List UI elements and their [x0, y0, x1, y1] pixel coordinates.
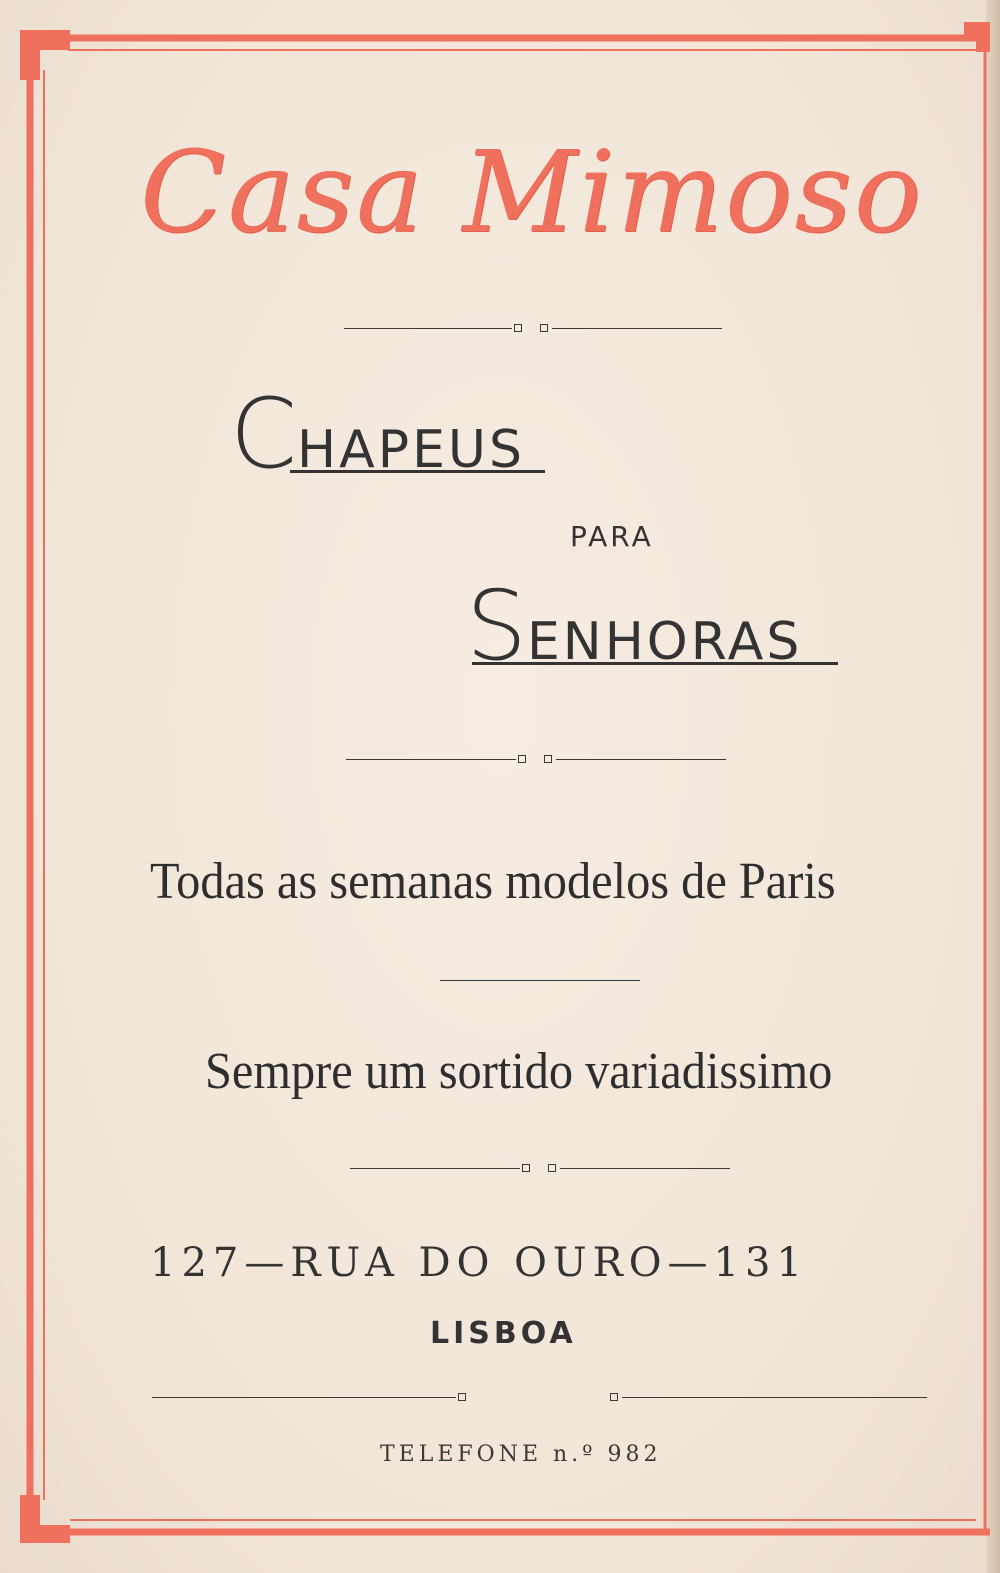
shop-title: Casa Mimoso — [140, 128, 924, 258]
audience-word: ENHORAS — [526, 612, 803, 672]
separator-line — [622, 1397, 927, 1398]
separator-square — [540, 324, 548, 332]
audience-initial: S — [466, 570, 527, 682]
separator-square — [458, 1393, 466, 1401]
telephone-number: TELEFONE n.º 982 — [380, 1442, 662, 1467]
product-heading — [230, 378, 525, 490]
audience-underline — [472, 662, 838, 665]
audience-heading — [466, 570, 802, 682]
city-name: LISBOA — [430, 1316, 577, 1351]
separator-line — [152, 1397, 456, 1398]
separator-square — [610, 1393, 618, 1401]
short-rule — [440, 980, 640, 981]
separator-square — [514, 324, 522, 332]
separator-line — [560, 1168, 730, 1169]
product-word: HAPEUS — [297, 420, 525, 480]
street-address: 127—RUA DO OURO—131 — [150, 1240, 808, 1286]
connector-word: PARA — [570, 520, 654, 553]
separator-line — [350, 1168, 520, 1169]
slogan-paris-models: Todas as semanas modelos de Paris — [150, 853, 836, 910]
separator-line — [346, 759, 516, 760]
separator-square — [522, 1164, 530, 1172]
separator-line — [344, 328, 512, 329]
separator-square — [544, 755, 552, 763]
separator-line — [556, 759, 726, 760]
product-underline — [290, 470, 545, 473]
product-initial: C — [230, 378, 298, 490]
separator-square — [518, 755, 526, 763]
separator-line — [552, 328, 722, 329]
slogan-assortment: Sempre um sortido variadissimo — [205, 1043, 833, 1100]
separator-square — [548, 1164, 556, 1172]
